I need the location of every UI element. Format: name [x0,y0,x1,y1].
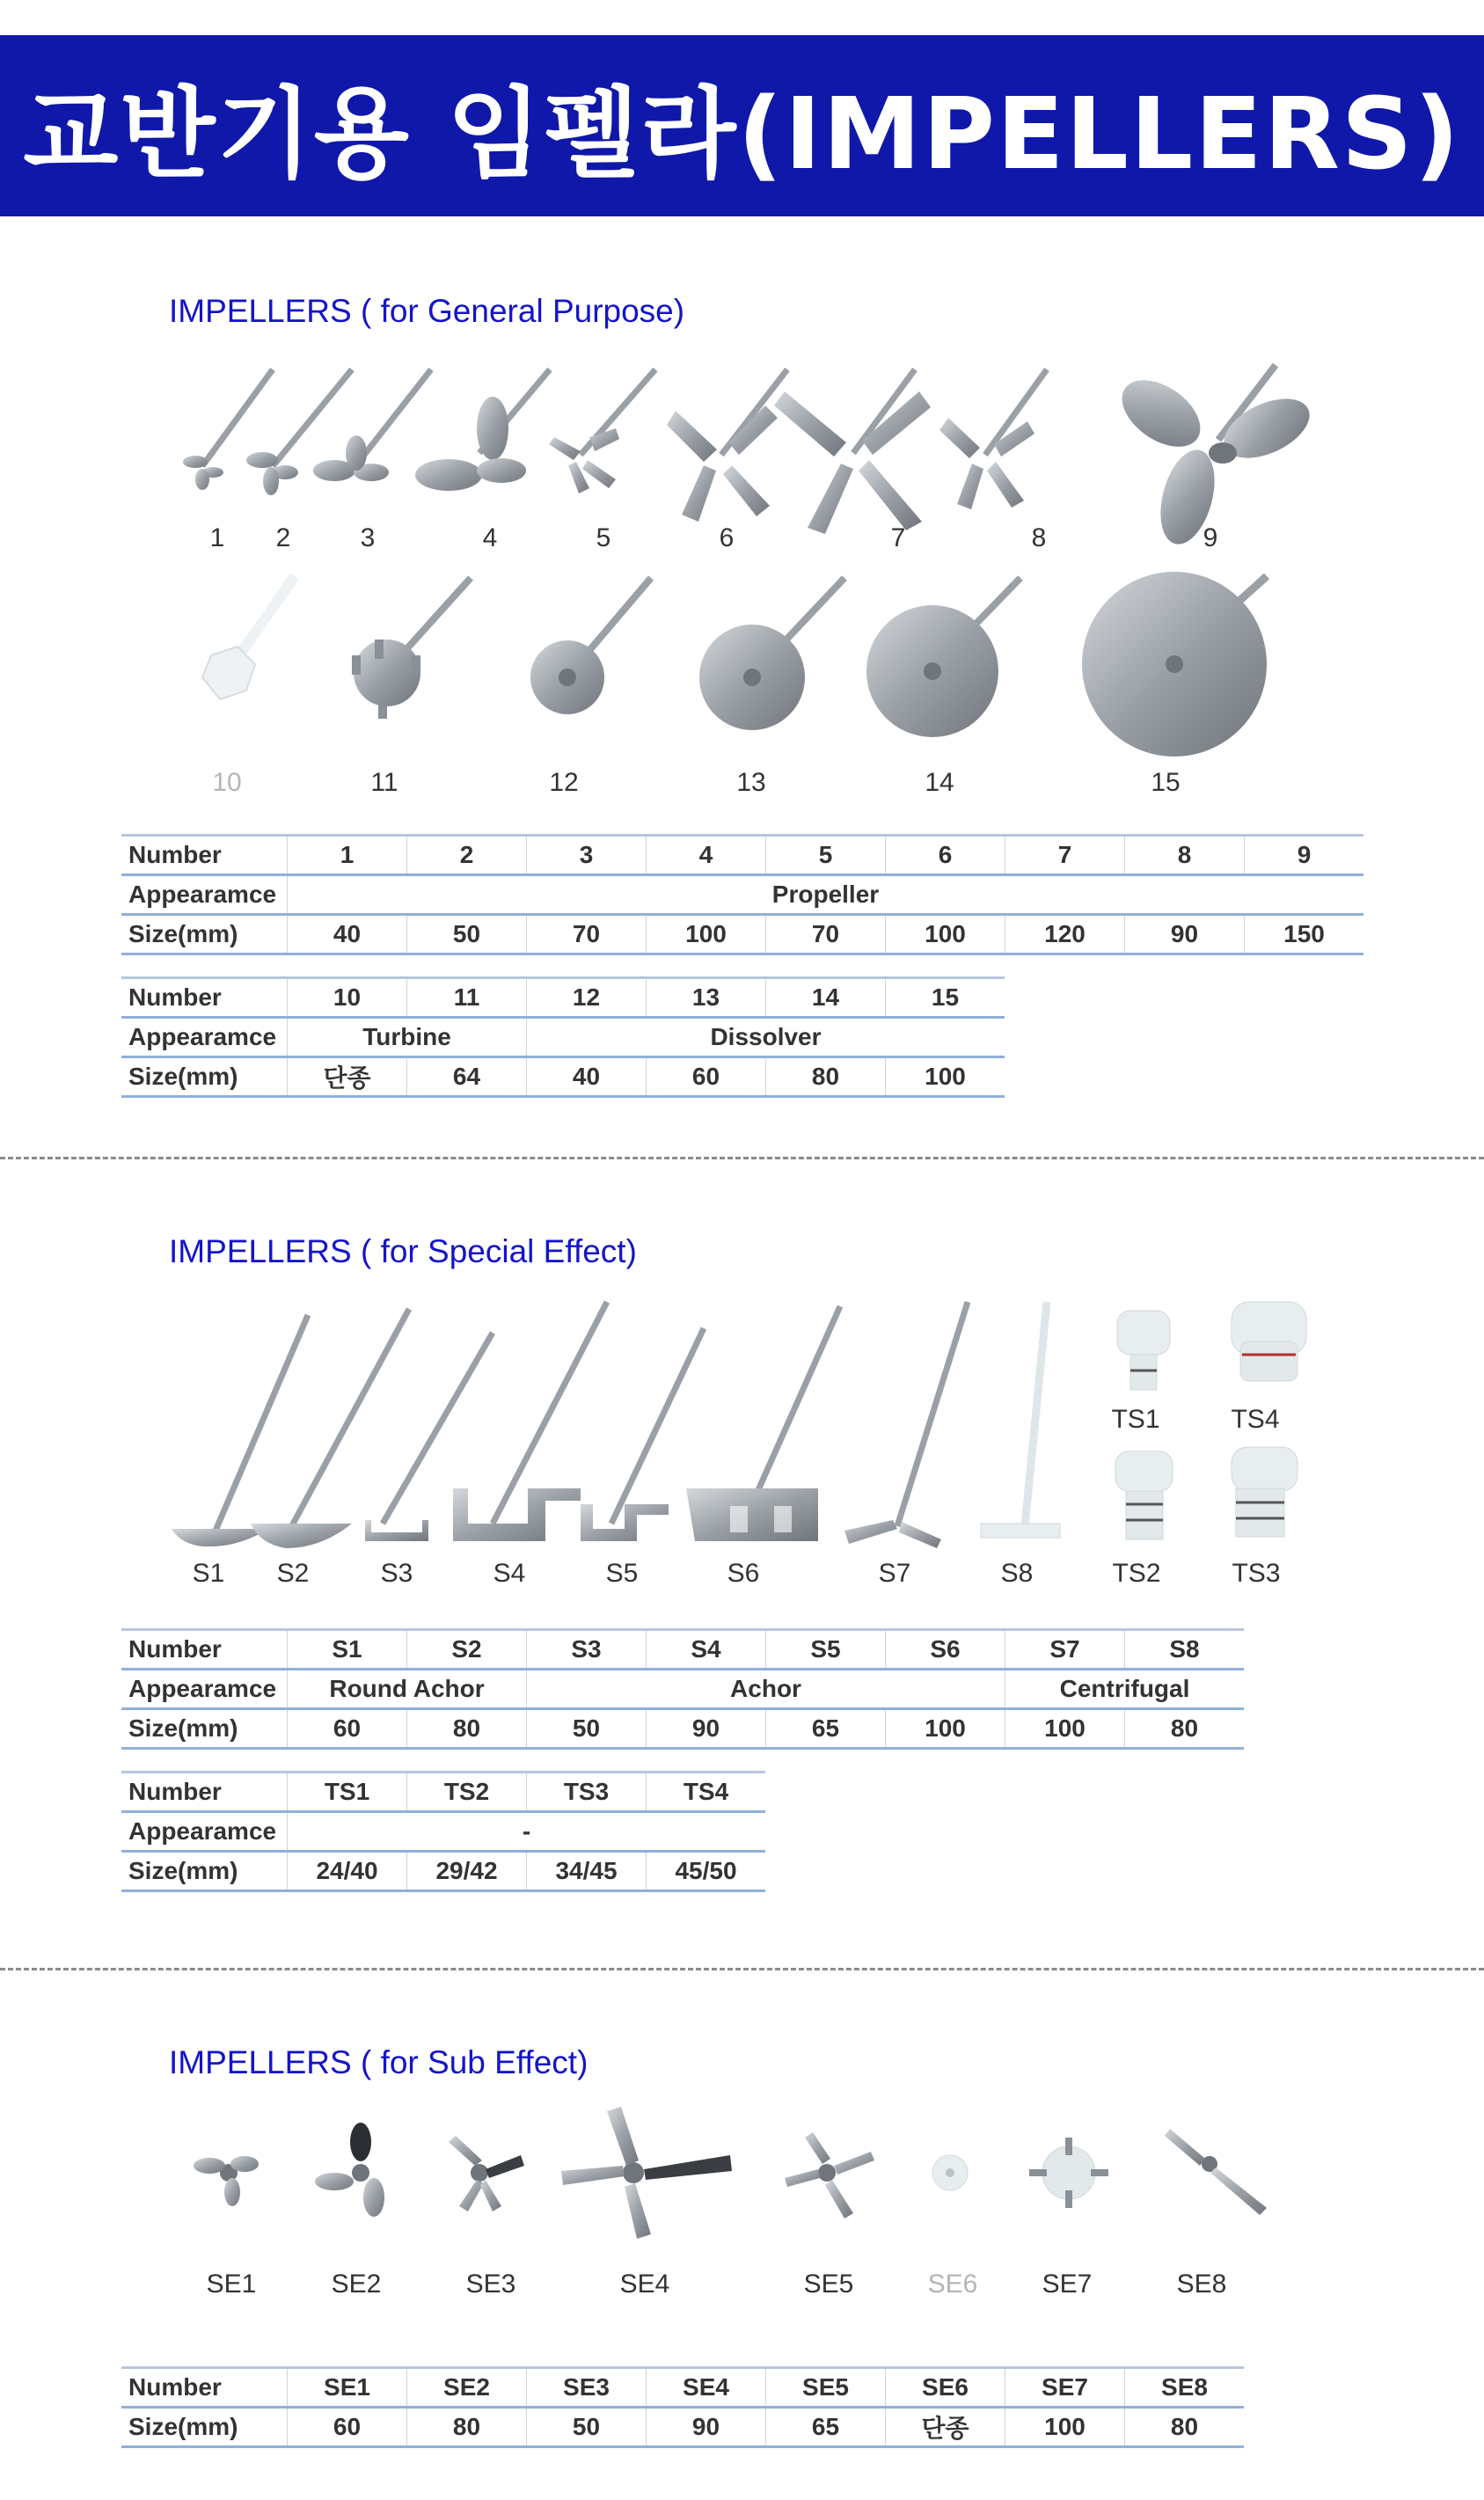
impeller-label: TS1 [1111,1405,1160,1434]
table-cell: - [288,1812,766,1852]
impeller-label: TS2 [1112,1559,1161,1588]
spec-table-sub [121,2366,1244,2448]
table-cell: S1 [288,1630,407,1670]
impeller-4-image [415,369,550,491]
table-header-cell: Appearamce [121,1018,288,1057]
table-cell: SE5 [766,2368,886,2408]
table-cell: 80 [407,2408,527,2447]
table-cell: SE6 [886,2368,1005,2408]
table-cell: 단종 [886,2408,1005,2447]
impeller-label: S7 [878,1559,911,1588]
table-header-cell: Number [121,836,288,875]
impeller-label: SE2 [331,2270,382,2299]
table-cell: Achor [527,1670,1005,1709]
table-row [121,1709,1244,1749]
table-row [121,1057,1005,1097]
table-header-cell: Size(mm) [121,915,288,954]
table-cell: 3 [527,836,647,875]
general-row1-photo [176,356,1320,550]
impeller-3-image [313,369,431,481]
table-cell: SE2 [407,2368,527,2408]
table-row [121,1018,1005,1057]
table-row [121,1670,1244,1709]
table-cell: Propeller [288,875,1364,915]
page-title: 교반기용 임펠라(IMPELLERS) [23,77,1461,192]
table-cell: SE7 [1005,2368,1125,2408]
impeller-se8-image [1165,2129,1267,2215]
section-title-sub: IMPELLERS ( for Sub Effect) [169,2044,588,2080]
impeller-label: 5 [596,523,611,552]
impeller-label: 4 [482,523,498,552]
table-cell: 40 [288,915,407,954]
impeller-13-image [699,578,844,730]
table-cell: 6 [886,836,1005,875]
table-cell: 12 [527,978,647,1018]
table-cell: 90 [647,1709,766,1749]
impeller-label: 14 [925,768,954,797]
table-cell: 4 [647,836,766,875]
table-cell: SE8 [1125,2368,1245,2408]
table-header-cell: Size(mm) [121,1709,288,1749]
spec-table-special-1 [121,1628,1244,1750]
table-cell: SE1 [288,2368,407,2408]
table-cell: 8 [1125,836,1245,875]
impeller-label: 1 [209,523,225,552]
impeller-ts2-image [1115,1451,1173,1539]
table-cell: S8 [1125,1630,1245,1670]
table-cell: Dissolver [527,1018,1005,1057]
impeller-14-image [866,578,1020,737]
impeller-8-image [939,369,1047,509]
spec-table-general-1 [121,834,1363,955]
impeller-ts1-image [1117,1311,1170,1390]
table-cell: 50 [407,915,527,954]
table-cell: 80 [1125,2408,1245,2447]
table-cell: 14 [766,978,886,1018]
section-divider [0,1157,1484,1159]
impeller-5-image [549,369,655,493]
impeller-label: SE4 [619,2270,670,2299]
table-cell: TS4 [647,1773,766,1812]
impeller-se2-image [315,2123,384,2217]
table-cell: 80 [766,1057,886,1097]
table-cell: 90 [1125,915,1245,954]
table-cell: 90 [647,2408,766,2447]
impeller-label: 10 [212,768,242,797]
spec-table-special-2 [121,1771,765,1892]
impeller-label: SE1 [206,2270,257,2299]
impeller-6-image [667,369,787,522]
table-cell: 40 [527,1057,647,1097]
table-cell: 150 [1245,915,1364,954]
table-header-cell: Appearamce [121,1812,288,1852]
section-divider [0,1968,1484,1970]
table-cell: 80 [407,1709,527,1749]
impeller-15-image [1082,572,1267,757]
impeller-se4-image [561,2107,732,2239]
title-banner [0,35,1484,216]
table-cell: S2 [407,1630,527,1670]
section-title-special: IMPELLERS ( for Special Effect) [169,1233,637,1269]
table-cell: 단종 [288,1057,407,1097]
table-header-cell: Number [121,2368,288,2408]
impeller-label: 15 [1151,768,1181,797]
table-cell: S5 [766,1630,886,1670]
table-header-cell: Size(mm) [121,1057,288,1097]
table-cell: 80 [1125,1709,1245,1749]
table-cell: 5 [766,836,886,875]
impeller-s5-image [581,1328,704,1541]
impeller-label: 9 [1203,523,1218,552]
table-cell: S7 [1005,1630,1125,1670]
table-cell: 65 [766,1709,886,1749]
impeller-9-image [1110,365,1319,550]
impeller-s1-image [172,1315,308,1546]
impeller-label: SE8 [1176,2270,1227,2299]
impeller-label: S2 [276,1559,310,1588]
impeller-label: SE6 [927,2270,978,2299]
table-cell: SE3 [527,2368,647,2408]
impeller-label: 6 [719,523,735,552]
impeller-label: S1 [192,1559,225,1588]
impeller-12-image [530,578,651,714]
impeller-label: S5 [605,1559,639,1588]
table-header-cell: Number [121,1773,288,1812]
impeller-label: SE7 [1042,2270,1093,2299]
table-cell: 50 [527,2408,647,2447]
impeller-label: 12 [549,768,579,797]
impeller-s7-image [844,1302,968,1548]
impeller-se7-image [1029,2138,1108,2208]
impeller-label: 11 [370,768,398,797]
table-cell: 100 [886,1057,1005,1097]
impeller-s6-image [686,1306,840,1541]
table-row [121,2408,1244,2447]
table-cell: TS1 [288,1773,407,1812]
impeller-label: 7 [890,523,906,552]
table-cell: 100 [886,915,1005,954]
impeller-label: 8 [1031,523,1047,552]
table-cell: 70 [527,915,647,954]
table-header-cell: Size(mm) [121,1852,288,1891]
table-row [121,1773,765,1812]
table-cell: 60 [288,1709,407,1749]
table-cell: TS3 [527,1773,647,1812]
table-cell: 45/50 [647,1852,766,1891]
table-row [121,978,1005,1018]
table-cell: 50 [527,1709,647,1749]
impeller-se3-image [449,2136,524,2211]
table-cell: 11 [407,978,527,1018]
table-cell: S4 [647,1630,766,1670]
table-row [121,1852,765,1891]
impeller-s3-image [365,1333,493,1541]
table-cell: 7 [1005,836,1125,875]
general-row2-photo [176,567,1320,765]
impeller-label: 13 [736,768,766,797]
table-header-cell: Number [121,978,288,1018]
table-cell: 70 [766,915,886,954]
table-cell: 100 [1005,1709,1125,1749]
table-cell: Centrifugal [1005,1670,1245,1709]
impeller-label: TS4 [1231,1405,1280,1434]
table-cell: 9 [1245,836,1364,875]
table-cell: 60 [647,1057,766,1097]
table-cell: 65 [766,2408,886,2447]
table-cell: 120 [1005,915,1125,954]
impeller-label: S8 [1000,1559,1034,1588]
table-cell: 24/40 [288,1852,407,1891]
table-cell: TS2 [407,1773,527,1812]
table-row [121,915,1363,954]
impeller-s2-image [251,1309,409,1548]
table-header-cell: Size(mm) [121,2408,288,2447]
section-title-general: IMPELLERS ( for General Purpose) [169,293,685,329]
table-cell: 10 [288,978,407,1018]
impeller-label: S3 [380,1559,413,1588]
impeller-11-image [352,578,471,719]
table-header-cell: Number [121,1630,288,1670]
table-row [121,875,1363,915]
table-row [121,1812,765,1852]
table-cell: 100 [647,915,766,954]
table-cell: S6 [886,1630,1005,1670]
impeller-ts3-image [1232,1447,1298,1537]
table-cell: 13 [647,978,766,1018]
impeller-label: SE5 [803,2270,854,2299]
impeller-se6-image [932,2155,968,2190]
table-header-cell: Appearamce [121,875,288,915]
table-cell: SE4 [647,2368,766,2408]
impeller-label: 3 [360,523,376,552]
table-cell: 15 [886,978,1005,1018]
spec-table-general-2 [121,976,1005,1098]
table-cell: 100 [886,1709,1005,1749]
table-cell: 100 [1005,2408,1125,2447]
table-row [121,836,1363,875]
impeller-se5-image [785,2132,874,2219]
impeller-label: 2 [275,523,291,552]
table-row [121,1630,1244,1670]
table-cell: Round Achor [288,1670,527,1709]
sub-photo [176,2102,1320,2243]
table-cell: Turbine [288,1018,527,1057]
impeller-label: S4 [493,1559,526,1588]
impeller-ts4-image [1232,1302,1306,1381]
table-cell: 1 [288,836,407,875]
table-cell: S3 [527,1630,647,1670]
impeller-label: S6 [727,1559,760,1588]
impeller-1-image [183,369,273,490]
impeller-label: SE3 [465,2270,516,2299]
impeller-label: TS3 [1232,1559,1281,1588]
table-cell: 29/42 [407,1852,527,1891]
table-header-cell: Appearamce [121,1670,288,1709]
table-cell: 2 [407,836,527,875]
table-cell: 60 [288,2408,407,2447]
impeller-10-image [202,576,295,699]
table-row [121,2368,1244,2408]
table-cell: 64 [407,1057,527,1097]
impeller-s8-image [981,1302,1060,1538]
table-cell: 34/45 [527,1852,647,1891]
impeller-se1-image [194,2156,259,2206]
impeller-7-image [774,369,931,534]
